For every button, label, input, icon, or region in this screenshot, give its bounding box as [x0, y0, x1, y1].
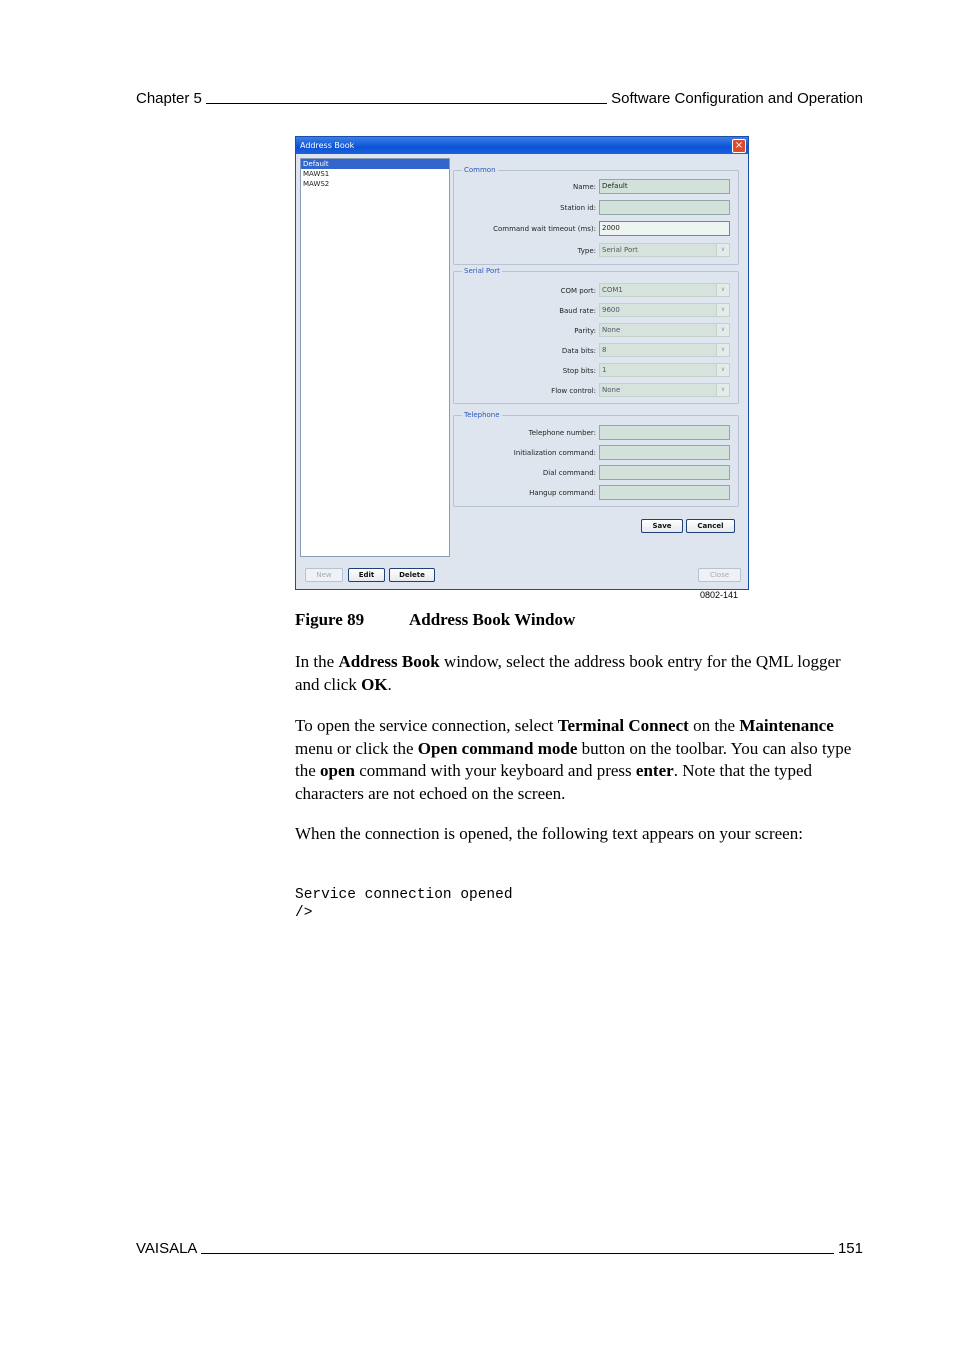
list-item[interactable]: Default — [301, 159, 449, 169]
dial-command-label: Dial command: — [542, 469, 596, 477]
bold-text: enter — [635, 761, 674, 780]
common-group — [453, 166, 739, 265]
data-bits-label: Data bits: — [561, 347, 596, 355]
chevron-down-icon: ∨ — [716, 244, 729, 256]
serial-port-group — [453, 267, 739, 404]
com-port-label: COM port: — [560, 287, 596, 295]
section-title: Software Configuration and Operation — [611, 90, 863, 107]
text: In the — [295, 652, 339, 671]
telephone-legend: Telephone — [464, 411, 500, 419]
chevron-down-icon: ∨ — [716, 324, 729, 336]
serial-legend: Serial Port — [464, 267, 500, 275]
text: menu or click the — [295, 738, 418, 758]
hangup-command-field[interactable] — [599, 485, 730, 500]
window-titlebar — [296, 137, 748, 154]
stop-bits-label: Stop bits: — [562, 367, 596, 375]
init-command-field[interactable] — [599, 445, 730, 460]
dial-command-field[interactable] — [599, 465, 730, 480]
baud-rate-label: Baud rate: — [559, 307, 596, 315]
bold-text: Address Book — [338, 652, 440, 671]
header-rule — [206, 103, 607, 104]
parity-label: Parity: — [574, 327, 596, 335]
page-header — [136, 90, 863, 107]
chevron-down-icon: ∨ — [716, 344, 729, 356]
address-book-window — [295, 136, 749, 590]
flow-control-value: None — [602, 386, 621, 394]
list-item[interactable]: MAWS2 — [303, 180, 330, 188]
flow-control-select[interactable] — [599, 383, 730, 397]
flow-control-label: Flow control: — [551, 387, 596, 395]
parity-value: None — [602, 326, 621, 334]
page-number: 151 — [837, 1240, 863, 1257]
cancel-button[interactable]: Cancel — [686, 519, 735, 533]
close-icon[interactable]: × — [732, 139, 746, 153]
bold-text: open — [320, 761, 355, 780]
paragraph: When the connection is opened, the following text appears on your screen: — [295, 824, 803, 843]
bold-text: Terminal Connect — [557, 716, 689, 735]
page-footer — [136, 1240, 863, 1257]
telephone-number-label: Telephone number: — [528, 429, 596, 437]
list-item[interactable]: MAWS1 — [303, 170, 330, 178]
figure-caption — [295, 610, 575, 630]
text: . Note that the typed characters are not echoed on the screen. — [295, 761, 813, 803]
window-title: Address Book — [300, 141, 355, 150]
name-label: Name: — [572, 183, 596, 191]
close-button[interactable]: Close — [698, 568, 741, 582]
new-button[interactable]: New — [305, 568, 343, 582]
baud-rate-value: 9600 — [602, 306, 620, 314]
type-label: Type: — [577, 247, 596, 255]
text: button on the toolbar. You can also type the — [295, 738, 852, 780]
footer-rule — [201, 1253, 834, 1254]
name-field[interactable]: Default — [599, 179, 730, 194]
stop-bits-value: 1 — [602, 366, 607, 374]
save-button[interactable]: Save — [641, 519, 683, 533]
data-bits-value: 8 — [602, 346, 607, 354]
paragraph — [295, 651, 865, 696]
init-command-label: Initialization command: — [513, 449, 596, 457]
telephone-group — [453, 411, 739, 507]
common-legend: Common — [464, 166, 496, 174]
com-port-value: COM1 — [602, 286, 623, 294]
paragraph — [295, 715, 865, 805]
stop-bits-select[interactable] — [599, 363, 730, 377]
chevron-down-icon: ∨ — [716, 364, 729, 376]
figure-title: Address Book Window — [409, 610, 576, 629]
timeout-label: Command wait timeout (ms): — [493, 225, 596, 233]
station-id-field[interactable] — [599, 200, 730, 215]
parity-select[interactable] — [599, 323, 730, 337]
chapter-label: Chapter 5 — [136, 90, 202, 107]
chevron-down-icon: ∨ — [716, 384, 729, 396]
text: command with your keyboard and press — [355, 761, 636, 780]
hangup-command-label: Hangup command: — [529, 489, 596, 497]
bold-text: Open command mode — [417, 738, 578, 758]
station-id-label: Station id: — [560, 204, 596, 212]
chevron-down-icon: ∨ — [716, 304, 729, 316]
address-list[interactable] — [300, 158, 450, 557]
type-value: Serial Port — [602, 246, 638, 254]
text: on the — [688, 716, 740, 735]
data-bits-select[interactable] — [599, 343, 730, 357]
code-block: Service connection opened /> — [295, 887, 513, 921]
text: . — [387, 674, 392, 694]
com-port-select[interactable] — [599, 283, 730, 297]
chevron-down-icon: ∨ — [716, 284, 729, 296]
bold-text: Maintenance — [739, 716, 834, 735]
edit-button[interactable]: Edit — [348, 568, 385, 582]
type-select[interactable] — [599, 243, 730, 257]
text: To open the service connection, select — [295, 716, 558, 735]
footer-brand: VAISALA — [136, 1240, 198, 1257]
bold-text: OK — [361, 674, 388, 694]
figure-id: 0802-141 — [700, 590, 739, 600]
text: window, select the address book entry for the QML logger and click — [295, 652, 841, 694]
telephone-number-field[interactable] — [599, 425, 730, 440]
figure-number: Figure 89 — [295, 610, 365, 629]
baud-rate-select[interactable] — [599, 303, 730, 317]
timeout-field[interactable]: 2000 — [599, 221, 730, 236]
delete-button[interactable]: Delete — [389, 568, 435, 582]
